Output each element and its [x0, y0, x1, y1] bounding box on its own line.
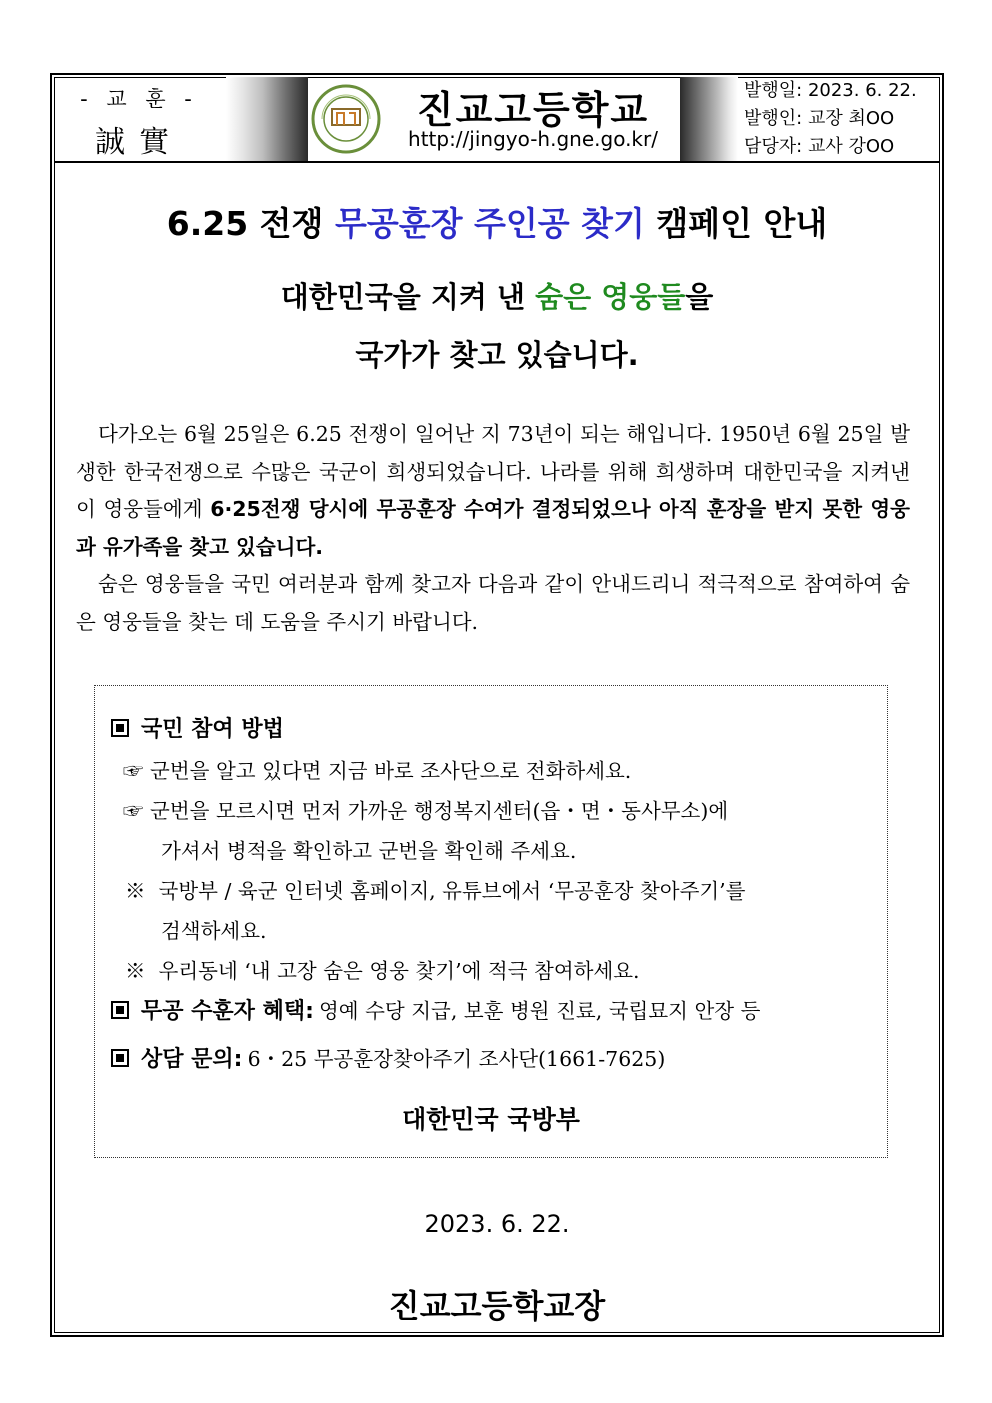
- inquiry-row: [111, 1042, 665, 1073]
- contact-person: 담당자: 교사 강OO: [744, 136, 895, 157]
- motto-label: - 교 훈 -: [80, 87, 198, 111]
- list-item-continuation: 검색하세요.: [161, 919, 267, 943]
- filled-square-icon: [111, 1049, 129, 1067]
- title-prefix: 6.25 전쟁: [166, 204, 324, 243]
- paragraph-2: 숨은 영웅들을 국민 여러분과 함께 찾고자 다음과 같이 안내드리니 적극적으로 참여하여 숨은 영웅들을 찾는 데 도움을 주시기 바랍니다.: [76, 572, 910, 634]
- subtitle-line-1: [54, 275, 940, 316]
- list-item-text: 군번을 모르시면 먼저 가까운 행정복지센터(읍・면・동사무소)에: [150, 799, 729, 823]
- subtitle-prefix: 대한민국을 지켜 낸: [280, 280, 525, 314]
- paragraph-1-text: 다가오는 6월 25일은 6.25 전쟁이 일어난 지 73년이 되는 해입니다. 1950년 6월 25일 발생한 한국전쟁으로 수많은 국군이 희생되었습니다. 나라를 위해 희생하며 대한민국을 지켜낸 이 영웅들에게: [76, 422, 910, 521]
- subtitle-suffix: 을: [685, 280, 714, 314]
- school-logo: [308, 79, 384, 159]
- reference-mark-icon: ※: [125, 959, 146, 983]
- publisher: 발행인: 교장 최OO: [744, 108, 895, 129]
- participation-heading: [111, 712, 284, 743]
- campaign-title: [54, 198, 940, 245]
- benefit-text: 영예 수당 지급, 보훈 병원 진료, 국립묘지 안장 등: [318, 999, 761, 1023]
- list-item: [123, 794, 728, 824]
- ministry-name: 대한민국 국방부: [402, 1105, 580, 1134]
- filled-square-icon: [111, 719, 129, 737]
- header-gradient-right: [680, 77, 738, 161]
- pointing-hand-icon: ☞: [123, 759, 144, 783]
- paragraph-1: [76, 416, 910, 566]
- subtitle-line-2: 국가가 찾고 있습니다.: [355, 338, 639, 372]
- newsletter-header: [54, 77, 940, 163]
- school-name: 진교고등학교: [416, 88, 650, 132]
- inquiry-heading: 상담 문의:: [141, 1047, 243, 1072]
- title-highlight: 무공훈장 주인공 찾기: [334, 204, 645, 243]
- principal-signature: 진교고등학교장: [388, 1287, 606, 1325]
- motto-value: 誠實: [95, 125, 183, 160]
- pointing-hand-icon: ☞: [123, 799, 144, 823]
- header-gradient-left: [226, 77, 308, 161]
- list-item: [125, 954, 640, 984]
- filled-square-icon: [111, 1001, 129, 1019]
- school-motto: [54, 77, 224, 161]
- benefit-heading: 무공 수훈자 혜택:: [141, 999, 314, 1024]
- body-text: [76, 416, 910, 641]
- list-item-continuation: 가셔서 병적을 확인하고 군번을 확인해 주세요.: [161, 839, 577, 863]
- inquiry-text: 6・25 무공훈장찾아주기 조사단(1661-7625): [247, 1047, 666, 1071]
- list-item-text: 국방부 / 육군 인터넷 홈페이지, 유튜브에서 ‘무공훈장 찾아주기’를: [158, 879, 746, 903]
- paragraph-1-bold: 6·25전쟁 당시에 무공훈장 수여가 결정되었으나 아직 훈장을 받지 못한 영웅과 유가족을 찾고 있습니다.: [76, 497, 910, 559]
- list-item: [123, 754, 631, 784]
- list-item-text: 군번을 알고 있다면 지금 바로 조사단으로 전화하세요.: [150, 759, 632, 783]
- document-date: 2023. 6. 22.: [424, 1210, 570, 1238]
- issue-date: 발행일: 2023. 6. 22.: [744, 80, 917, 101]
- participation-heading-text: 국민 참여 방법: [141, 717, 284, 742]
- publication-info: [744, 77, 940, 161]
- title-suffix: 캠페인 안내: [656, 204, 828, 243]
- school-url[interactable]: http://jingyo-h.gne.go.kr/: [408, 127, 658, 151]
- list-item: [125, 874, 746, 904]
- reference-mark-icon: ※: [125, 879, 146, 903]
- benefit-row: [111, 994, 760, 1025]
- subtitle-highlight: 숨은 영웅들: [535, 280, 686, 314]
- notice-box: [94, 685, 888, 1158]
- list-item-text: 우리동네 ‘내 고장 숨은 영웅 찾기’에 적극 참여하세요.: [158, 959, 640, 983]
